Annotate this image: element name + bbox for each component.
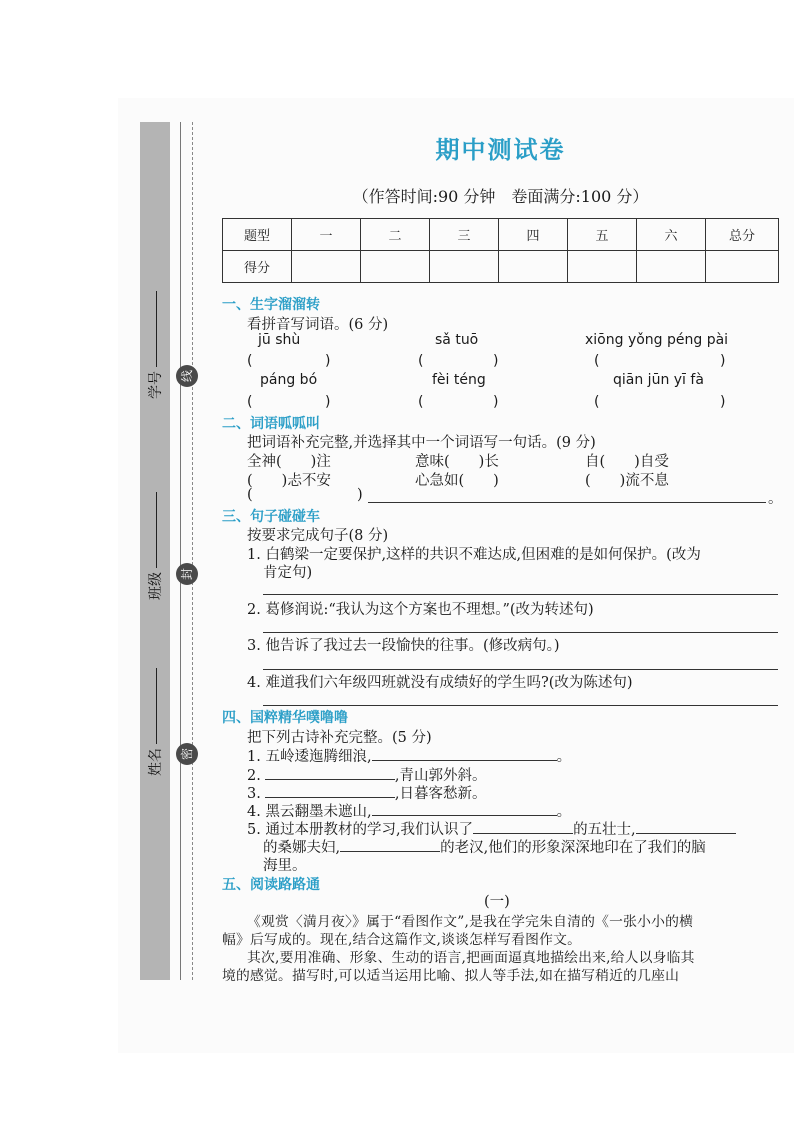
poem-blank[interactable] (636, 819, 736, 834)
poem-text: 的桑娜夫妇, (263, 840, 341, 856)
class-field[interactable] (145, 492, 165, 600)
answer-paren-open: ( (594, 353, 600, 369)
idiom-item: 意味( )长 (415, 454, 499, 470)
exam-subtitle: （作答时间:90 分钟 卷面满分:100 分） (352, 187, 649, 206)
poem-text: 。 (556, 804, 572, 820)
poem-text: 4. 黑云翻墨未遮山, (247, 804, 372, 820)
poem-blank[interactable] (372, 801, 557, 816)
name-field[interactable] (145, 668, 165, 776)
passage-line: 境的感觉。描写时,可以适当运用比喻、拟人等手法,如在描写稍近的几座山 (222, 968, 680, 984)
poem-line-5-cont (263, 836, 706, 857)
passage-line: 《观赏〈満月夜〉》属于“看图作文”,是我在学完朱自清的《一张小小的横 (247, 914, 694, 930)
answer-paren-close: ) (493, 353, 499, 369)
question-3-1: 1. 白鹤梁一定要保护,这样的共识不难达成,但困难的是如何保护。(改为 (247, 547, 701, 563)
score-row-label: 得分 (223, 251, 292, 283)
answer-line[interactable] (263, 705, 778, 706)
score-header-cell: 题型 (223, 219, 292, 251)
score-table (222, 218, 779, 283)
class-blank[interactable] (155, 492, 157, 568)
answer-paren-close: ) (493, 394, 499, 410)
student-id-field[interactable] (145, 291, 165, 399)
question-3-1-cont: 肯定句) (263, 565, 313, 581)
pinyin-item: páng bó (260, 372, 318, 388)
poem-text: 5. 通过本册教材的学习,我们认识了 (247, 822, 474, 838)
question-3-3: 3. 他告诉了我过去一段愉快的往事。(修改病句。) (247, 638, 560, 654)
score-header-cell: 五 (568, 219, 637, 251)
sentence-period: 。 (768, 491, 783, 507)
idiom-item: 心急如( ) (415, 473, 499, 489)
question-3-2: 2. 葛修润说:“我认为这个方案也不理想。”(改为转述句) (247, 602, 594, 618)
poem-text: ,青山郭外斜。 (394, 768, 487, 784)
section-1-title: 一、生字溜溜转 (222, 297, 320, 313)
exam-title: 期中测试卷 (435, 135, 566, 164)
answer-paren-close: ) (720, 394, 726, 410)
poem-text: 2. (247, 768, 261, 784)
score-cell[interactable] (430, 251, 499, 283)
idiom-item: ( )流不息 (585, 473, 669, 489)
answer-paren-open: ( (418, 394, 424, 410)
score-header-cell: 六 (637, 219, 706, 251)
seal-line-mark: 线 (176, 365, 198, 387)
student-id-blank[interactable] (155, 291, 157, 367)
score-header-cell: 三 (430, 219, 499, 251)
answer-paren-close: ) (357, 487, 363, 503)
class-label: 班级 (148, 572, 164, 600)
passage-line: 幅》后写成的。现在,结合这篇作文,谈谈怎样写看图作文。 (222, 932, 582, 948)
score-cell[interactable] (637, 251, 706, 283)
poem-text: 的老汉,他们的形象深深地印在了我们的脑 (440, 840, 706, 856)
poem-text: 3. (247, 786, 261, 802)
pinyin-item: fèi téng (432, 372, 486, 388)
name-blank[interactable] (155, 668, 157, 744)
score-cell[interactable] (292, 251, 361, 283)
poem-text: 1. 五岭逶迤腾细浪, (247, 749, 372, 765)
pinyin-item: jū shù (258, 332, 301, 348)
poem-blank[interactable] (473, 819, 573, 834)
answer-paren-close: ) (325, 394, 331, 410)
poem-blank[interactable] (265, 783, 395, 798)
answer-paren-open: ( (247, 353, 253, 369)
answer-line[interactable] (263, 594, 778, 595)
pinyin-item: sǎ tuō (435, 332, 479, 348)
score-table-score-row (223, 251, 779, 283)
poem-blank[interactable] (372, 746, 557, 761)
passage-line: 其次,要用准确、形象、生动的语言,把画面逼真地描绘出来,给人以身临其 (247, 950, 695, 966)
answer-paren-close: ) (325, 353, 331, 369)
score-table-header-row (223, 219, 779, 251)
poem-blank[interactable] (265, 765, 395, 780)
idiom-item: 自( )自受 (585, 454, 669, 470)
seal-secret-mark: 密 (176, 743, 198, 765)
score-header-cell: 四 (499, 219, 568, 251)
binding-dashed-line (192, 122, 193, 980)
score-header-cell: 一 (292, 219, 361, 251)
score-cell[interactable] (706, 251, 779, 283)
score-cell[interactable] (499, 251, 568, 283)
section-5-title: 五、阅读路路通 (222, 877, 320, 893)
pinyin-item: xiōng yǒng péng pài (585, 332, 729, 348)
sentence-answer-line[interactable] (368, 502, 766, 503)
answer-paren-open: ( (418, 353, 424, 369)
section-3-instruction: 按要求完成句子(8 分) (247, 528, 389, 544)
poem-text: 的五壮士, (573, 822, 636, 838)
reading-part-label: (一) (484, 894, 510, 910)
name-label: 姓名 (148, 748, 164, 776)
section-4-title: 四、国粹精华噗噜噜 (222, 710, 348, 726)
answer-paren-open: ( (594, 394, 600, 410)
idiom-item: ( )忐不安 (247, 473, 331, 489)
answer-paren-open: ( (247, 394, 253, 410)
score-header-cell: 二 (361, 219, 430, 251)
poem-text: 。 (556, 749, 572, 765)
answer-paren-close: ) (720, 353, 726, 369)
section-2-title: 二、词语呱呱叫 (222, 416, 320, 432)
section-3-title: 三、句子碰碰车 (222, 509, 320, 525)
score-header-cell: 总分 (706, 219, 779, 251)
answer-line[interactable] (263, 632, 778, 633)
question-3-4: 4. 难道我们六年级四班就没有成绩好的学生吗?(改为陈述句) (247, 675, 633, 691)
answer-line[interactable] (263, 669, 778, 670)
section-4-instruction: 把下列古诗补充完整。(5 分) (247, 730, 432, 746)
poem-line-1 (247, 745, 571, 766)
poem-text: ,日暮客愁新。 (394, 786, 487, 802)
poem-line-5-end: 海里。 (263, 858, 307, 874)
answer-paren-open: ( (247, 487, 253, 503)
section-2-instruction: 把词语补充完整,并选择其中一个词语写一句话。(9 分) (247, 435, 596, 451)
seal-seal-mark: 封 (176, 563, 198, 585)
binding-solid-line (180, 122, 181, 980)
score-cell[interactable] (361, 251, 430, 283)
student-id-label: 学号 (148, 371, 164, 399)
poem-blank[interactable] (340, 837, 440, 852)
idiom-item: 全神( )注 (247, 454, 331, 470)
section-1-instruction: 看拼音写词语。(6 分) (247, 317, 389, 333)
pinyin-item: qiān jūn yī fà (613, 372, 704, 388)
score-cell[interactable] (568, 251, 637, 283)
